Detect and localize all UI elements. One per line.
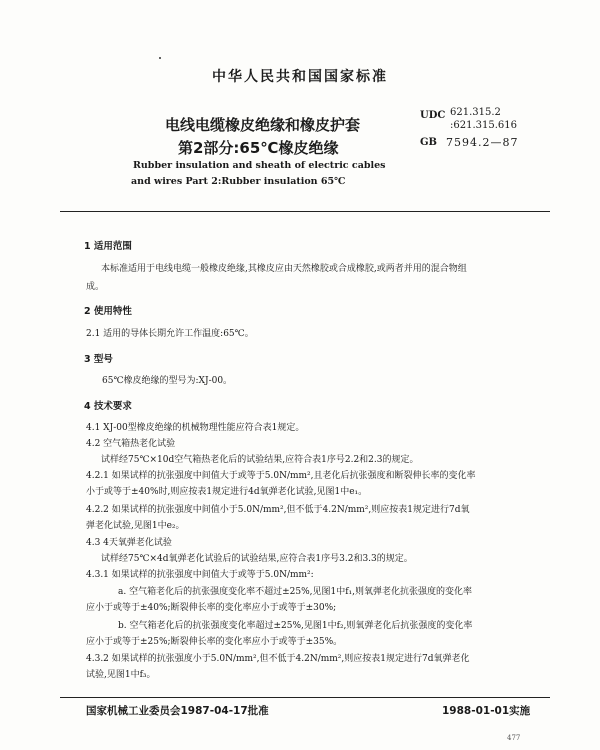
item-b-line1: b. 空气箱老化后的抗张强度变化率超过±25%,见图1中f₂,则氧弹老化后抗张强度的变化率 — [118, 621, 473, 631]
section-1-text-line1: 本标准适用于电线电缆一般橡皮绝缘,其橡皮应由天然橡胶或合成橡胶,或两者并用的混合物组 — [101, 264, 467, 274]
header-divider — [60, 211, 550, 212]
section-3-text: 65℃橡皮绝缘的型号为:XJ-00。 — [102, 376, 233, 386]
gb-number: 7594.2—87 — [446, 136, 519, 149]
title-english-line2: and wires Part 2:Rubber insulation 65℃ — [131, 176, 346, 187]
udc-code-line1: 621.315.2 — [450, 107, 501, 118]
clause-4-2-2-line2: 弹老化试验,见图1中e₂。 — [86, 521, 185, 531]
clause-4-3-1: 4.3.1 如果试样的抗张强度中间值大于或等于5.0N/mm²: — [86, 570, 314, 580]
section-4-heading: 4 技术要求 — [84, 401, 132, 412]
clause-4-1: 4.1 XJ-00型橡皮绝缘的机械物理性能应符合表1规定。 — [86, 423, 305, 433]
page-number: 477 — [507, 734, 521, 742]
clause-4-2-1-line2: 小于或等于±40%时,则应按表1规定进行4d氧弹老化试验,见图1中e₁。 — [86, 487, 368, 497]
title-english-line1: Rubber insulation and sheath of electric cables — [133, 160, 386, 171]
section-1-heading: 1 适用范围 — [84, 241, 132, 252]
clause-4-2: 4.2 空气箱热老化试验 — [86, 439, 176, 449]
section-1-text-line2: 成。 — [86, 282, 105, 292]
section-3-heading: 3 型号 — [84, 354, 113, 365]
udc-code-line2: :621.315.616 — [450, 120, 517, 131]
approval-note: 国家机械工业委员会1987-04-17批准 — [86, 705, 269, 717]
section-2-heading: 2 使用特性 — [84, 306, 132, 317]
title-chinese-line2: 第2部分:65℃橡皮绝缘 — [178, 139, 339, 157]
item-a-line1: a. 空气箱老化后的抗张强度变化率不超过±25%,见图1中f₁,则氧弹老化抗张强度的变化率 — [118, 587, 473, 597]
udc-label: UDC — [420, 110, 446, 121]
clause-4-2-2-line1: 4.2.2 如果试样的抗张强度中间值小于5.0N/mm²,但不低于4.2N/mm²,则应按表1规定进行7d氧 — [86, 505, 470, 515]
footer-divider — [60, 697, 550, 698]
title-chinese-line1: 电线电缆橡皮绝缘和橡皮护套 — [165, 116, 361, 134]
item-b-line2: 应小于或等于±25%;断裂伸长率的变化率应小于或等于±35%。 — [86, 637, 343, 647]
clause-4-2-text: 试样经75℃×10d空气箱热老化后的试验结果,应符合表1序号2.2和2.3的规定。 — [101, 455, 419, 465]
clause-4-3-2-line2: 试验,见图1中f₃。 — [86, 670, 156, 680]
clause-4-2-1-line1: 4.2.1 如果试样的抗张强度中间值大于或等于5.0N/mm²,且老化后抗张强度和断裂伸长率的变化率 — [86, 471, 476, 481]
gb-label: GB — [420, 137, 437, 148]
clause-4-3-text: 试样经75℃×4d氧弹老化试验后的试验结果,应符合表1序号3.2和3.3的规定。 — [101, 554, 413, 564]
clause-4-3: 4.3 4天氧弹老化试验 — [86, 538, 172, 548]
section-2-1: 2.1 适用的导体长期允许工作温度:65℃。 — [86, 329, 254, 339]
implementation-date: 1988-01-01实施 — [442, 705, 531, 717]
item-a-line2: 应小于或等于±40%;断裂伸长率的变化率应小于或等于±30%; — [86, 603, 337, 613]
scan-speck — [159, 57, 161, 59]
national-standard-heading: 中华人民共和国国家标准 — [212, 69, 388, 85]
clause-4-3-2-line1: 4.3.2 如果试样的抗张强度小于5.0N/mm²,但不低于4.2N/mm²,则应按表1规定进行7d氧弹老化 — [86, 654, 470, 664]
